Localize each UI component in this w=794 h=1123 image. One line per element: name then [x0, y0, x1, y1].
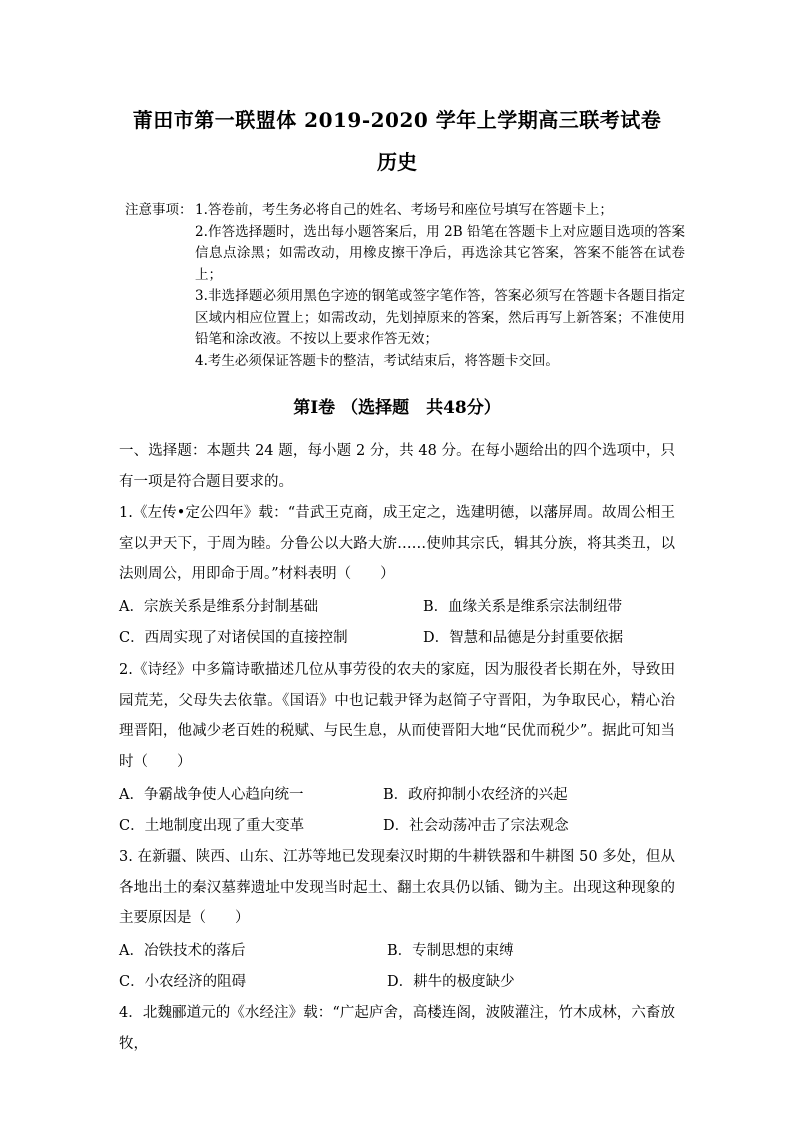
question-text: 4．北魏郦道元的《水经注》载：“广起庐舍，高楼连阁，波陂灌注，竹木成林，六畜放牧， [119, 1005, 675, 1052]
option-a: A．宗族关系是维系分封制基础 [119, 599, 318, 615]
question-1-stem [119, 498, 675, 590]
option-c: C．小农经济的阻碍 [119, 974, 247, 990]
notice-item: 3.非选择题必须用黑色字迹的钢笔或签字笔作答，答案必须写在答题卡各题目指定区域内相应位置上；如需改动，先划掉原来的答案，然后再写上新答案；不准使用铅笔和涂改液。不按以上要求作答无效； [195, 288, 685, 347]
option-b: B．血缘关系是维系宗法制纽带 [423, 599, 623, 615]
subject-title: 历史 [377, 150, 417, 174]
exam-title: 莆田市第一联盟体 2019-2020 学年上学期高三联考试卷 [132, 108, 662, 132]
question-text: 1.《左传•定公四年》载：“昔武王克商，成王定之，选建明德，以藩屏周。故周公相王室以尹天下，于周为睦。分鲁公以大路大旂……使帅其宗氏，辑其分族，将其类丑，以法则周公，用即命于周。”材料表明（ ） [119, 505, 675, 582]
question-2-stem [119, 655, 675, 777]
option-d: D．耕牛的极度缺少 [387, 974, 515, 990]
option-b: B．政府抑制小农经济的兴起 [383, 787, 568, 803]
question-3-options-row-1 [119, 936, 675, 966]
question-2-options-row-2 [119, 811, 675, 841]
notice-item: 4.考生必须保证答题卡的整洁，考试结束后，将答题卡交回。 [195, 352, 559, 369]
notice-item: 1.答卷前，考生务必将自己的姓名、考场号和座位号填写在答题卡上； [195, 202, 613, 218]
question-3-stem [119, 842, 675, 934]
option-d: D．智慧和品德是分封重要依据 [423, 630, 624, 646]
question-1-options-row-2 [119, 623, 675, 653]
notice-label: 注意事项： [125, 202, 193, 218]
section-heading: 第Ⅰ卷 （选择题 共48分） [293, 398, 501, 418]
notice-items [195, 200, 685, 372]
option-c: C．西周实现了对诸侯国的直接控制 [119, 630, 348, 646]
option-d: D．社会动荡冲击了宗法观念 [383, 818, 569, 834]
question-text: 3. 在新疆、陕西、山东、江苏等地已发现秦汉时期的牛耕铁器和牛耕图 50 多处，但从各地出土的秦汉墓葬遗址中发现当时起土、翻土农具仍以锸、锄为主。出现这种现象的主要原因是（ ） [119, 849, 675, 926]
question-2-options-row-1 [119, 780, 675, 810]
question-1-options-row-1 [119, 592, 675, 622]
option-a: A．争霸战争使人心趋向统一 [119, 787, 304, 803]
notice-item: 2.作答选择题时，选出每小题答案后，用 2B 铅笔在答题卡上对应题目选项的答案信息点涂黑；如需改动，用橡皮擦干净后，再选涂其它答案，答案不能答在试卷上； [195, 223, 685, 283]
option-b: B．专制思想的束缚 [387, 943, 514, 959]
question-4-stem [119, 998, 675, 1059]
option-a: A．冶铁技术的落后 [119, 943, 246, 959]
section-intro [119, 436, 675, 497]
option-c: C．土地制度出现了重大变革 [119, 818, 305, 834]
section-intro-text: 一、选择题：本题共 24 题，每小题 2 分，共 48 分。在每小题给出的四个选项中，只有一项是符合题目要求的。 [119, 443, 675, 490]
question-3-options-row-2 [119, 967, 675, 997]
question-text: 2.《诗经》中多篇诗歌描述几位从事劳役的农夫的家庭，因为服役者长期在外，导致田园荒芜，父母失去依靠。《国语》中也记载尹铎为赵简子守晋阳，为争取民心，精心治理晋阳，他减少老百姓的税赋、与民生息，从而使晋阳大地“民优而税少”。据此可知当时（ ） [119, 662, 675, 770]
